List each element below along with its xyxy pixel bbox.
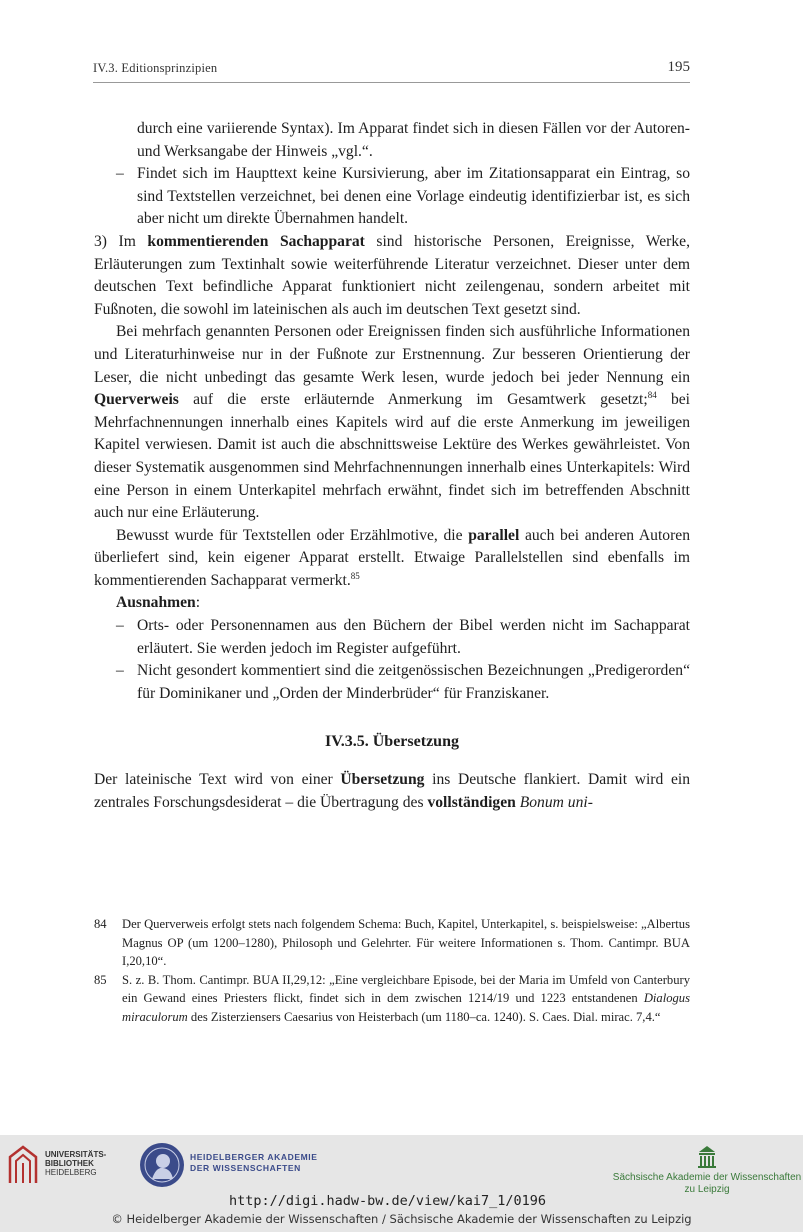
- footnote: [94, 915, 690, 971]
- running-header: [93, 60, 690, 83]
- academy-seal-icon[interactable]: [140, 1143, 184, 1187]
- footnote-text: [122, 971, 690, 1027]
- logo-text: zu Leipzig: [684, 1184, 730, 1195]
- running-title: IV.3. Editionsprinzipien: [93, 61, 218, 75]
- text-run: Bewusst wurde für Textstellen oder Erzählmotive, die: [116, 526, 469, 544]
- university-library-logo-icon[interactable]: [8, 1145, 38, 1185]
- text-run: ins Deutsche flankiert. Damit wird ein zentrales Forschungsdesiderat – die Übertragung des: [94, 771, 690, 812]
- text-run: auch bei anderen Autoren überliefert sind, kein eigener Apparat erstellt. Etwaige Parallelstellen sind ebenfalls im kommentierenden Sachapparat vermerkt.: [94, 526, 691, 589]
- logo-text: BIBLIOTHEK: [45, 1159, 94, 1168]
- list-item-text: Nicht gesondert kommentiert sind die zeitgenössischen Bezeichnungen „Predigerorden“ für Dominikaner und „Orden der Minderbrüder“ für Franziskaner.: [137, 662, 690, 702]
- italic-title: Dialogus miraculorum: [122, 991, 690, 1024]
- bold-term: parallel: [468, 526, 520, 544]
- section-heading: IV.3.5. Übersetzung: [325, 733, 459, 751]
- permalink-url[interactable]: http://digi.hadw-bw.de/view/kai7_1/0196: [229, 1193, 546, 1209]
- paragraph: [94, 231, 690, 321]
- footnote-number: 84: [94, 917, 107, 931]
- footnote-ref[interactable]: 84: [647, 389, 657, 400]
- viewer-footer: [0, 1135, 803, 1232]
- dash-bullet: –: [116, 617, 124, 635]
- text-run: bei Mehrfachnennungen innerhalb eines Kapitels wird auf die erste Anmerkung im jeweiligen Kapitel verwiesen. Damit ist auch die abschnittsweise Lektüre des Werkes gewährleistet. Von dieser Systematik ausgenommen sind Mehrfachnennungen innerhalb eines Unterkapitels: Wird eine Person in einem Unterkapitel mehrfach erwähnt, findet sich im betreffenden Abschnitt auch nur eine Erläuterung.: [94, 391, 691, 522]
- bold-term: vollständigen: [427, 794, 516, 812]
- bold-term: Übersetzung: [340, 771, 425, 789]
- heidelberg-academy-name: [190, 1152, 318, 1174]
- text-run: S. z. B. Thom. Cantimpr. BUA II,29,12: „Eine vergleichbare Episode, bei der Maria im Umfeld von Canterbury ein Gewand eines Priesters flickt, findet sich in dem zwischen 1214/19 und 1223 entstandenen: [122, 972, 690, 1005]
- dash-bullet: –: [116, 662, 124, 680]
- list-item: [94, 615, 690, 660]
- saxon-academy-building-icon[interactable]: [697, 1145, 717, 1169]
- logo-text: UNIVERSITÄTS-: [45, 1150, 107, 1159]
- paragraph-continuation: durch eine variierende Syntax). Im Apparat findet sich in diesen Fällen vor der Autoren- und Werksangabe der Hinweis „vgl.“.: [137, 120, 690, 160]
- dash-bullet: –: [116, 165, 124, 183]
- logo-text: HEIDELBERGER AKADEMIE: [190, 1152, 318, 1162]
- text-run: des Zisterziensers Caesarius von Heisterbach (um 1180–ca. 1240). S. Caes. Dial. mirac. 7,4.“: [187, 1009, 661, 1024]
- text-run: Bei mehrfach genannten Personen oder Ereignissen finden sich ausführliche Informationen und Literaturhinweise nur in der Fußnote zur Erstnennung. Zur besseren Orientierung der Leser, die nicht unbedingt das gesamte Werk lesen, wurde jedoch bei jeder Nennung ein: [94, 323, 690, 386]
- footnotes: [94, 915, 690, 1026]
- logo-text: DER WISSENSCHAFTEN: [190, 1163, 301, 1173]
- list-item: [94, 660, 690, 705]
- logo-text: HEIDELBERG: [45, 1168, 97, 1177]
- list-item-text: Orts- oder Personennamen aus den Büchern der Bibel werden nicht im Sachapparat erläutert. Sie werden jedoch im Register aufgeführt.: [137, 617, 690, 657]
- footnote: [94, 971, 690, 1027]
- text-run: :: [195, 594, 201, 612]
- paragraph: [94, 321, 690, 524]
- footnote-ref[interactable]: 85: [350, 570, 360, 581]
- footnote-number: 85: [94, 972, 107, 987]
- bold-term: kommentierenden Sachapparat: [147, 232, 365, 250]
- bold-term: Querverweis: [94, 391, 179, 409]
- bold-term: Ausnahmen: [116, 594, 196, 612]
- paragraph: [94, 769, 690, 814]
- text-run: auf die erste erläuternde Anmerkung im Gesamtwerk gesetzt;: [178, 391, 648, 409]
- italic-title: Bonum uni-: [515, 794, 593, 812]
- exceptions-label: [94, 592, 690, 615]
- list-item-text: Findet sich im Haupttext keine Kursivierung, aber im Zitationsapparat ein Eintrag, so sind Textstellen verzeichnet, bei denen eine Vorlage eindeutig identifizierbar ist, es sich aber nicht um direkte Übernahmen handelt.: [137, 165, 690, 228]
- text-run: Der lateinische Text wird von einer: [94, 771, 341, 789]
- footnote-text: Der Querverweis erfolgt stets nach folgendem Schema: Buch, Kapitel, Unterkapitel, s. beispielsweise: „Albertus Magnus OP (um 1200–1280), Philosoph und Gelehrter. Für weitere Informationen s. Thom. Cantimpr. BUA I,20,10“.: [122, 917, 690, 968]
- main-text: [94, 118, 690, 815]
- paragraph: [94, 525, 690, 593]
- logo-text: Sächsische Akademie der Wissenschaften: [612, 1172, 802, 1183]
- text-run: sind historische Personen, Ereignisse, Werke, Erläuterungen zum Textinhalt sowie weiterführende Literatur verzeichnet. Dieser unter dem deutschen Text befindliche Apparat funktioniert nicht zeilengenau, sondern arbeitet mit Fußnoten, die sowohl im lateinischen als auch im deutschen Text gesetzt sind.: [94, 232, 690, 318]
- university-library-name: [45, 1150, 106, 1177]
- page-number: 195: [667, 59, 690, 75]
- text-run: 3) Im: [94, 232, 148, 250]
- copyright-notice: © Heidelberger Akademie der Wissenschaften / Sächsische Akademie der Wissenschaften zu Leipzig: [111, 1212, 692, 1226]
- list-item: [94, 163, 690, 231]
